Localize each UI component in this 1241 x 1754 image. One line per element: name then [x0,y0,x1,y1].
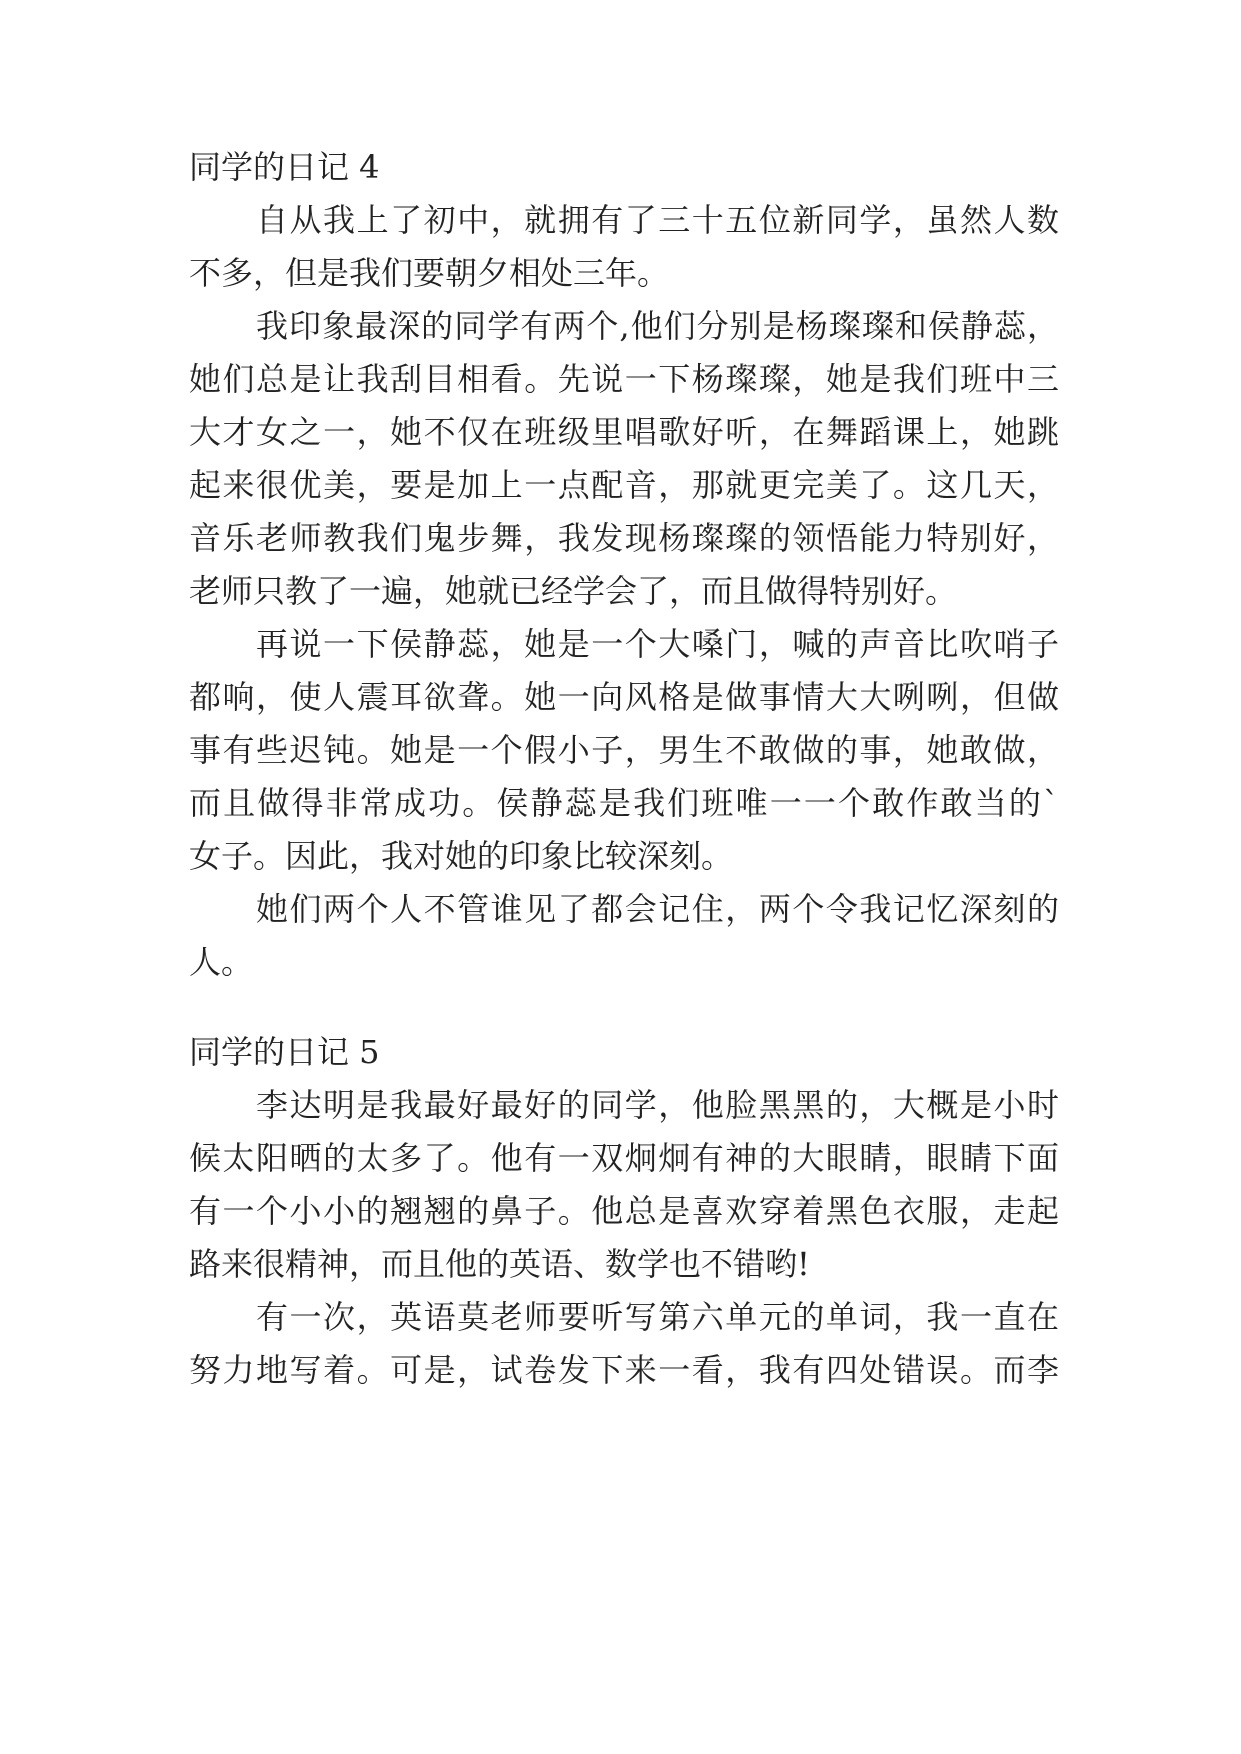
text-line: 努力地写着。可是，试卷发下来一看，我有四处错误。而李 [189,1351,1059,1389]
section-title: 同学的日记 5 [189,1033,380,1071]
text-line: 不多，但是我们要朝夕相处三年。 [189,254,670,292]
text-line: 都响，使人震耳欲聋。她一向风格是做事情大大咧咧，但做 [189,678,1059,716]
text-line: 李达明是我最好最好的同学，他脸黑黑的，大概是小时 [256,1086,1059,1124]
text-line: 而且做得非常成功。侯静蕊是我们班唯一一个敢作敢当的` [189,784,1059,822]
text-line: 老师只教了一遍，她就已经学会了，而且做得特别好。 [189,572,958,610]
text-line: 自从我上了初中，就拥有了三十五位新同学，虽然人数 [256,201,1059,239]
text-line: 她们两个人不管谁见了都会记住，两个令我记忆深刻的 [256,890,1059,928]
text-line: 人。 [189,943,254,981]
text-line: 路来很精神，而且他的英语、数学也不错哟! [189,1245,810,1283]
text-line: 有一个小小的翘翘的鼻子。他总是喜欢穿着黑色衣服，走起 [189,1192,1059,1230]
text-line: 事有些迟钝。她是一个假小子，男生不敢做的事，她敢做， [189,731,1059,769]
text-line: 候太阳晒的太多了。他有一双炯炯有神的大眼睛，眼睛下面 [189,1139,1059,1177]
text-line: 再说一下侯静蕊，她是一个大嗓门，喊的声音比吹哨子 [256,625,1059,663]
text-line: 大才女之一，她不仅在班级里唱歌好听，在舞蹈课上，她跳 [189,413,1059,451]
section-title: 同学的日记 4 [189,148,380,186]
text-line: 女子。因此，我对她的印象比较深刻。 [189,837,734,875]
text-line: 她们总是让我刮目相看。先说一下杨璨璨，她是我们班中三 [189,360,1059,398]
text-line: 有一次，英语莫老师要听写第六单元的单词，我一直在 [256,1298,1059,1336]
text-line: 音乐老师教我们鬼步舞，我发现杨璨璨的领悟能力特别好， [189,519,1059,557]
text-line: 我印象最深的同学有两个,他们分别是杨璨璨和侯静蕊， [256,307,1059,345]
text-line: 起来很优美，要是加上一点配音，那就更完美了。这几天， [189,466,1059,504]
